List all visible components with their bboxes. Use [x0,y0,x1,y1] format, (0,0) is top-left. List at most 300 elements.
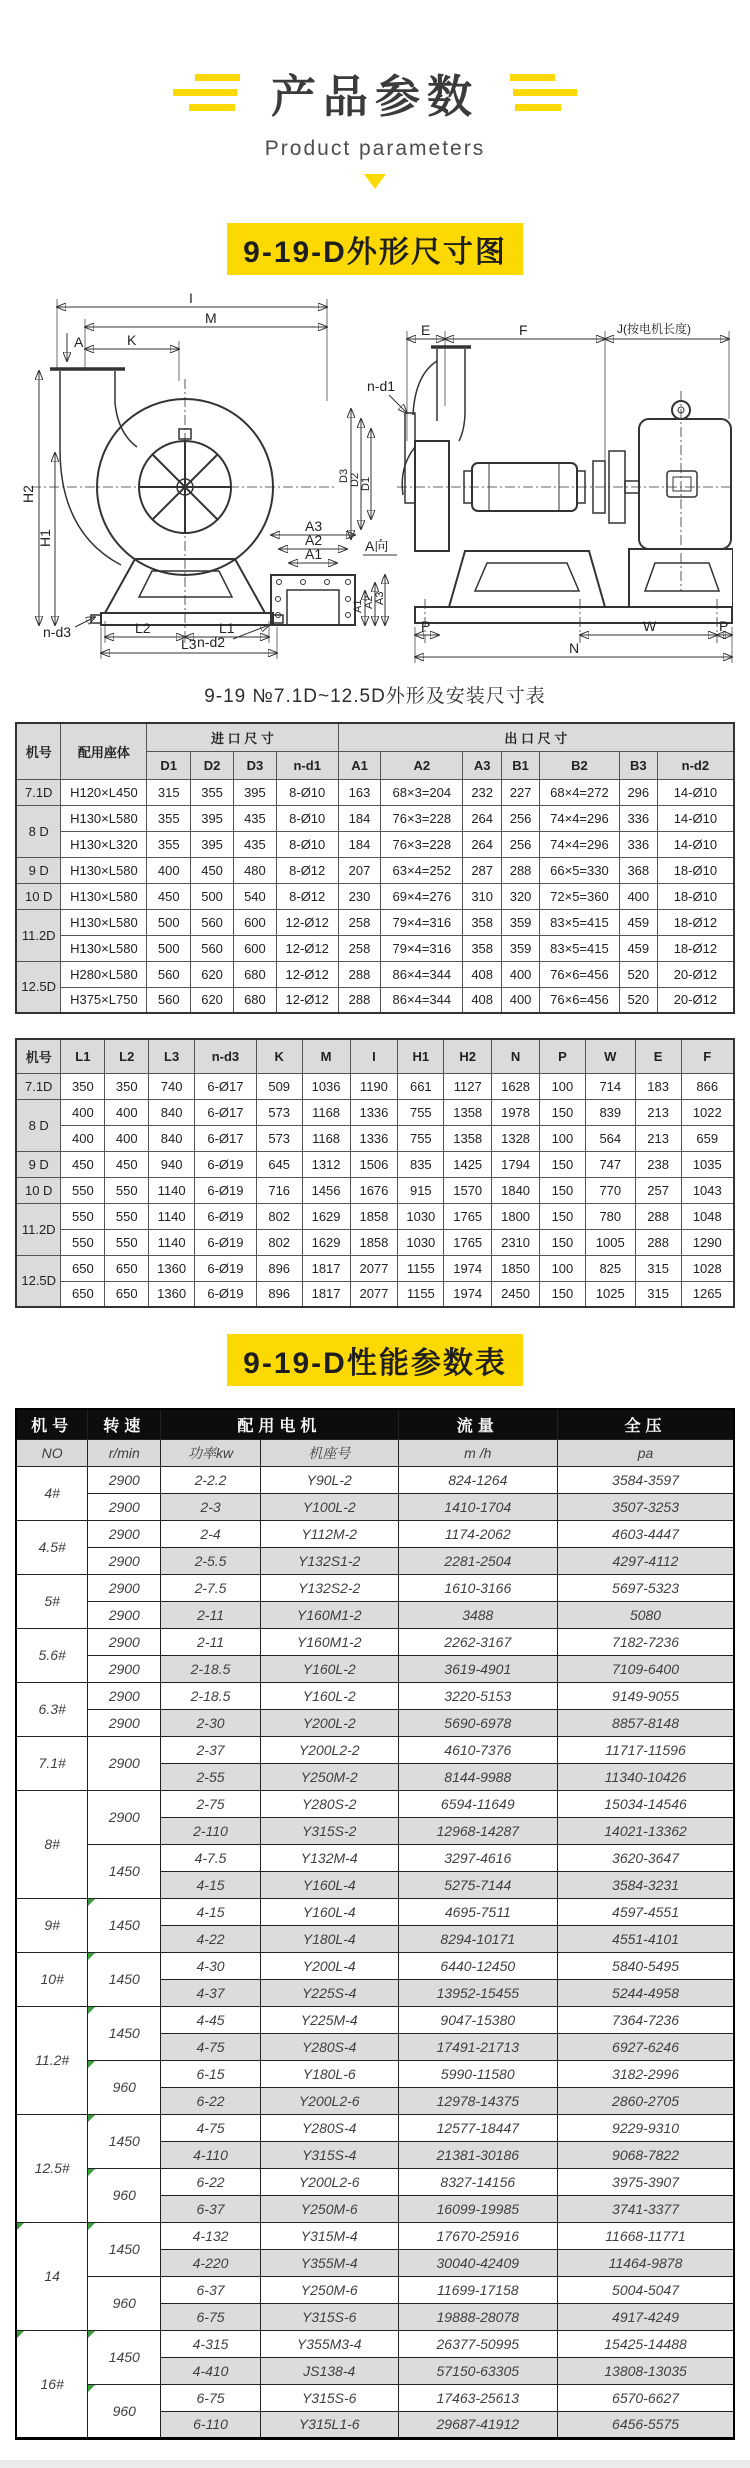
table-cell: Y180L-4 [260,1925,398,1952]
table-cell: 6-Ø19 [195,1255,257,1281]
table-cell: 395 [191,805,234,831]
table-cell: 960 [88,2276,161,2330]
table-cell: 163 [338,779,381,805]
table-cell: 4# [16,1466,88,1520]
column-header: n-d2 [657,751,734,779]
dim-label-A3-rot: A3 [374,591,386,605]
table-cell: 560 [147,987,191,1013]
table-cell: 17491-21713 [398,2033,558,2060]
table-cell: 288 [338,961,381,987]
column-header: L1 [61,1039,105,1073]
table-cell: 400 [61,1125,105,1151]
table-cell: 256 [502,831,540,857]
table-cell: 6-Ø19 [195,1229,257,1255]
table-cell: 17670-25916 [398,2222,558,2249]
table-cell: 2-11 [161,1628,261,1655]
table-cell: 76×3=228 [381,831,463,857]
table-cell: 6-Ø19 [195,1177,257,1203]
table-cell: 1190 [350,1073,398,1099]
table-cell: 18-Ø12 [657,909,734,935]
table-cell: 184 [338,831,381,857]
column-header: P [540,1039,586,1073]
table-cell: 8-Ø10 [276,779,338,805]
column-header: r/min [88,1439,161,1466]
column-header: 机座号 [260,1439,398,1466]
dim-label-D1: D1 [360,476,372,491]
table-row [16,1073,734,1099]
table-cell: 16099-19985 [398,2195,558,2222]
table-cell: 5# [16,1574,88,1628]
table-cell: 288 [502,857,540,883]
column-header: A2 [381,751,463,779]
table-cell: 17463-25613 [398,2384,558,2411]
table-cell: Y200L2-6 [260,2087,398,2114]
table-cell: 6-75 [161,2303,261,2330]
table-cell: 400 [105,1099,149,1125]
column-header: 机号 [16,1039,61,1073]
column-header: 出 口 尺 寸 [338,723,734,751]
table-cell: 4-15 [161,1898,261,1925]
table-cell: Y90L-2 [260,1466,398,1493]
table-row [16,1229,734,1255]
table-cell: 315 [635,1255,681,1281]
table-row [16,1601,734,1628]
table-cell: 74×4=296 [540,805,620,831]
dimension-table-1 [15,722,735,1014]
column-header: 机号 [16,1409,88,1439]
dim-label-I: I [189,291,193,306]
table-cell: 6-37 [161,2276,261,2303]
table-cell: 238 [635,1151,681,1177]
table-cell: 100 [540,1073,586,1099]
table-cell: 1140 [149,1229,195,1255]
dim-label-N: N [569,640,580,656]
table-cell: 11699-17158 [398,2276,558,2303]
table-cell: 6-Ø17 [195,1073,257,1099]
table-cell: 288 [635,1229,681,1255]
table-cell: 12-Ø12 [276,935,338,961]
table-cell: 1030 [398,1203,444,1229]
table-cell: 20-Ø12 [657,987,734,1013]
table-cell: 1140 [149,1203,195,1229]
table-cell: 714 [585,1073,635,1099]
table-cell: 835 [398,1151,444,1177]
table-cell: 227 [502,779,540,805]
table-cell: 86×4=344 [381,987,463,1013]
dim-label-n-d3: n-d3 [43,624,72,640]
column-header: m /h [398,1439,558,1466]
table-cell: 336 [619,831,657,857]
table-cell: 661 [398,1073,444,1099]
table-cell: 1450 [88,1844,161,1898]
table-cell: 6-22 [161,2087,261,2114]
table-cell: 2900 [88,1736,161,1790]
dim-label-K: K [127,332,137,348]
table-cell: 1005 [585,1229,635,1255]
table-row [16,1844,734,1871]
table-cell: 4-37 [161,1979,261,2006]
table-cell: Y315S-6 [260,2384,398,2411]
table-cell: 1506 [350,1151,398,1177]
dim-label-A2: A2 [305,532,323,548]
column-header: L3 [149,1039,195,1073]
table-cell: 755 [398,1099,444,1125]
table-row [16,961,734,987]
table-cell: 680 [234,961,277,987]
table-cell: 395 [191,831,234,857]
table-cell: 68×4=272 [540,779,620,805]
dim-label-D2: D2 [349,472,361,487]
table-cell: 310 [463,883,502,909]
table-cell: 9068-7822 [558,2141,734,2168]
table-row [16,987,734,1013]
table-cell: 8 D [16,805,61,857]
table-cell: 840 [149,1125,195,1151]
table-cell: 336 [619,805,657,831]
dimension-table-2 [15,1038,735,1308]
table-cell: 288 [338,987,381,1013]
table-cell: 4.5# [16,1520,88,1574]
table-cell: H130×L580 [61,805,147,831]
table-cell: 3584-3231 [558,1871,734,1898]
table-cell: 2077 [350,1281,398,1307]
table-cell: 79×4=316 [381,909,463,935]
table-cell: 866 [681,1073,734,1099]
table-cell: 10 D [16,1177,61,1203]
table-cell: 18-Ø10 [657,857,734,883]
table-cell: 2281-2504 [398,1547,558,1574]
table-cell: Y280S-4 [260,2114,398,2141]
table-cell: 6-75 [161,2384,261,2411]
table-cell: 10# [16,1952,88,2006]
table-cell: 315 [147,779,191,805]
table-cell: 1765 [444,1229,492,1255]
table-cell: 6-15 [161,2060,261,2087]
table-cell: 2-11 [161,1601,261,1628]
table-cell: 8-Ø10 [276,831,338,857]
table-cell: 6570-6627 [558,2384,734,2411]
speed-lines-left-icon [177,74,243,111]
table-cell: 14 [16,2222,88,2330]
table-cell: 86×4=344 [381,961,463,987]
column-header: L2 [105,1039,149,1073]
table-cell: 3975-3907 [558,2168,734,2195]
table-cell: 350 [61,1073,105,1099]
table-cell: Y315S-4 [260,2141,398,2168]
table-cell: 74×4=296 [540,831,620,857]
table-cell: 14-Ø10 [657,779,734,805]
table-cell: 68×3=204 [381,779,463,805]
table-cell: 150 [540,1203,586,1229]
column-header: A1 [338,751,381,779]
table-row [16,1039,734,1073]
table-cell: 6.3# [16,1682,88,1736]
table-cell: 1265 [681,1281,734,1307]
table-cell: 3488 [398,1601,558,1628]
table-cell: 1817 [302,1281,350,1307]
table-cell: 1858 [350,1203,398,1229]
table-cell: 2900 [88,1547,161,1574]
table-cell: 1358 [444,1099,492,1125]
table-row [16,909,734,935]
table-cell: 288 [635,1203,681,1229]
table-cell: 257 [635,1177,681,1203]
table-cell: 600 [234,935,277,961]
table-cell: Y200L2-6 [260,2168,398,2195]
table-cell: 150 [540,1177,586,1203]
column-header: 转速 [88,1409,161,1439]
column-header: 配用电机 [161,1409,398,1439]
table-cell: 21381-30186 [398,2141,558,2168]
table-cell: 8# [16,1790,88,1898]
table-cell: 802 [256,1229,302,1255]
table-cell: 9# [16,1898,88,1952]
table-cell: 2077 [350,1255,398,1281]
table-row [16,1409,734,1439]
table-cell: 2-5.5 [161,1547,261,1574]
table-cell: 1043 [681,1177,734,1203]
dim-label-A1-rot: A1 [352,599,364,613]
table-cell: Y160L-2 [260,1682,398,1709]
table-cell: 6594-11649 [398,1790,558,1817]
table-cell: H130×L580 [61,857,147,883]
table-cell: 2-3 [161,1493,261,1520]
table-cell: 400 [105,1125,149,1151]
table-row [16,1466,734,1493]
table-cell: 5275-7144 [398,1871,558,1898]
column-header: NO [16,1439,88,1466]
table-cell: 550 [105,1229,149,1255]
fan-dimension-diagram [17,291,733,671]
dim-label-A3: A3 [305,518,323,534]
table-cell: 960 [88,2384,161,2438]
table-cell: 7.1D [16,779,61,805]
table-cell: 4695-7511 [398,1898,558,1925]
table-cell: 1022 [681,1099,734,1125]
table-row [16,1655,734,1682]
table-row [16,2060,734,2087]
column-header: H2 [444,1039,492,1073]
table-cell: 184 [338,805,381,831]
table-cell: 840 [149,1099,195,1125]
dim-label-H2: H2 [20,485,36,503]
table-cell: 480 [234,857,277,883]
table-cell: 780 [585,1203,635,1229]
table-cell: 6-Ø17 [195,1125,257,1151]
column-header: D1 [147,751,191,779]
table-cell: 400 [502,987,540,1013]
dim-label-A-view: A向 [365,538,389,554]
table-cell: 2-110 [161,1817,261,1844]
table-cell: 400 [61,1099,105,1125]
table-cell: 76×6=456 [540,987,620,1013]
column-header: N [492,1039,540,1073]
table-cell: 14-Ø10 [657,805,734,831]
table-row [16,1177,734,1203]
table-cell: 287 [463,857,502,883]
table-cell: 4-410 [161,2357,261,2384]
dim-label-H1: H1 [37,529,53,547]
table-cell: 839 [585,1099,635,1125]
table-cell: 6440-12450 [398,1952,558,1979]
table-cell: 7364-7236 [558,2006,734,2033]
table-cell: 2900 [88,1790,161,1844]
table-cell: 1629 [302,1229,350,1255]
table-cell: 1336 [350,1125,398,1151]
dim-label-P-right: P [719,618,729,634]
dim-label-M: M [205,310,217,326]
table-cell: 1978 [492,1099,540,1125]
table-cell: Y280S-4 [260,2033,398,2060]
column-header: F [681,1039,734,1073]
table-cell: 1817 [302,1255,350,1281]
table-cell: 716 [256,1177,302,1203]
table-cell: 207 [338,857,381,883]
table-cell: 15425-14488 [558,2330,734,2357]
table-cell: 1676 [350,1177,398,1203]
table-cell: 3741-3377 [558,2195,734,2222]
column-header: H1 [398,1039,444,1073]
table-cell: 1025 [585,1281,635,1307]
table-cell: 824-1264 [398,1466,558,1493]
table-cell: 2900 [88,1709,161,1736]
table-cell: 14-Ø10 [657,831,734,857]
table-cell: 1174-2062 [398,1520,558,1547]
table-cell: 1328 [492,1125,540,1151]
table-cell: 5840-5495 [558,1952,734,1979]
table-cell: 2860-2705 [558,2087,734,2114]
table-row [16,1203,734,1229]
table-cell: 213 [635,1125,681,1151]
column-header: W [585,1039,635,1073]
table-cell: 5080 [558,1601,734,1628]
table-cell: 11.2D [16,909,61,961]
table-cell: 350 [105,1073,149,1099]
table-cell: Y112M-2 [260,1520,398,1547]
table-cell: 57150-63305 [398,2357,558,2384]
table-row [16,2168,734,2195]
table-cell: 680 [234,987,277,1013]
table-cell: 13808-13035 [558,2357,734,2384]
table-row [16,2276,734,2303]
dim-label-D3: D3 [338,468,350,483]
table-cell: 9 D [16,857,61,883]
table-cell: 2900 [88,1466,161,1493]
table-cell: 72×5=360 [540,883,620,909]
table-cell: 83×5=415 [540,935,620,961]
table-cell: Y100L-2 [260,1493,398,1520]
table-cell: 1028 [681,1255,734,1281]
table-cell: 435 [234,805,277,831]
table-cell: 770 [585,1177,635,1203]
table-row [16,1574,734,1601]
table-cell: 500 [191,883,234,909]
table-cell: 30040-42409 [398,2249,558,2276]
table-cell: 8294-10171 [398,1925,558,1952]
table-cell: 355 [191,779,234,805]
table-cell: 19888-28078 [398,2303,558,2330]
table-cell: Y250M-6 [260,2195,398,2222]
table-cell: 2900 [88,1682,161,1709]
table-cell: 2900 [88,1601,161,1628]
table-cell: 4597-4551 [558,1898,734,1925]
dimension-section-banner: 9-19-D外形尺寸图 [227,223,523,275]
table-cell: 500 [147,909,191,935]
table-cell: 2-18.5 [161,1655,261,1682]
table-cell: 3619-4901 [398,1655,558,1682]
table-cell: 100 [540,1125,586,1151]
table-cell: 755 [398,1125,444,1151]
table-cell: 520 [619,961,657,987]
table-cell: 368 [619,857,657,883]
table-cell: 1127 [444,1073,492,1099]
table-cell: 4-45 [161,2006,261,2033]
table-cell: 1425 [444,1151,492,1177]
table-cell: 1358 [444,1125,492,1151]
column-header: E [635,1039,681,1073]
table-cell: 12-Ø12 [276,961,338,987]
table-cell: 450 [191,857,234,883]
table-cell: 4610-7376 [398,1736,558,1763]
dim-label-L3: L3 [181,636,197,652]
table-row [16,1952,734,1979]
table-cell: 1035 [681,1151,734,1177]
table-cell: 560 [191,909,234,935]
table-row [16,2330,734,2357]
table-cell: Y160L-4 [260,1871,398,1898]
table-row [16,805,734,831]
table-row [16,1790,734,1817]
table-cell: 230 [338,883,381,909]
table-row [16,779,734,805]
table-cell: 540 [234,883,277,909]
table-cell: 573 [256,1125,302,1151]
table-cell: 8857-8148 [558,1709,734,1736]
table-cell: Y200L-4 [260,1952,398,1979]
table-row [16,723,734,751]
table-cell: 573 [256,1099,302,1125]
table-cell: 9229-9310 [558,2114,734,2141]
table-cell: 20-Ø12 [657,961,734,987]
table-cell: 896 [256,1255,302,1281]
table-cell: 11717-11596 [558,1736,734,1763]
table-row [16,857,734,883]
table-cell: 550 [61,1203,105,1229]
table-cell: H130×L580 [61,883,147,909]
table-cell: Y132S1-2 [260,1547,398,1574]
table-row [16,1125,734,1151]
table-cell: 1155 [398,1255,444,1281]
table-cell: 4917-4249 [558,2303,734,2330]
table-cell: 2900 [88,1628,161,1655]
table-cell: 450 [105,1151,149,1177]
table-cell: 500 [147,935,191,961]
table-cell: 408 [463,961,502,987]
table-cell: 3584-3597 [558,1466,734,1493]
table-cell: 4-75 [161,2033,261,2060]
table-row [16,1628,734,1655]
table-cell: Y225M-4 [260,2006,398,2033]
table-cell: 2-2.2 [161,1466,261,1493]
table-cell: 2262-3167 [398,1628,558,1655]
table-cell: 9047-15380 [398,2006,558,2033]
table-cell: 1410-1704 [398,1493,558,1520]
table-cell: 2900 [88,1520,161,1547]
table-cell: 1570 [444,1177,492,1203]
table-cell: 1290 [681,1229,734,1255]
table-cell: 1800 [492,1203,540,1229]
table-cell: 12978-14375 [398,2087,558,2114]
